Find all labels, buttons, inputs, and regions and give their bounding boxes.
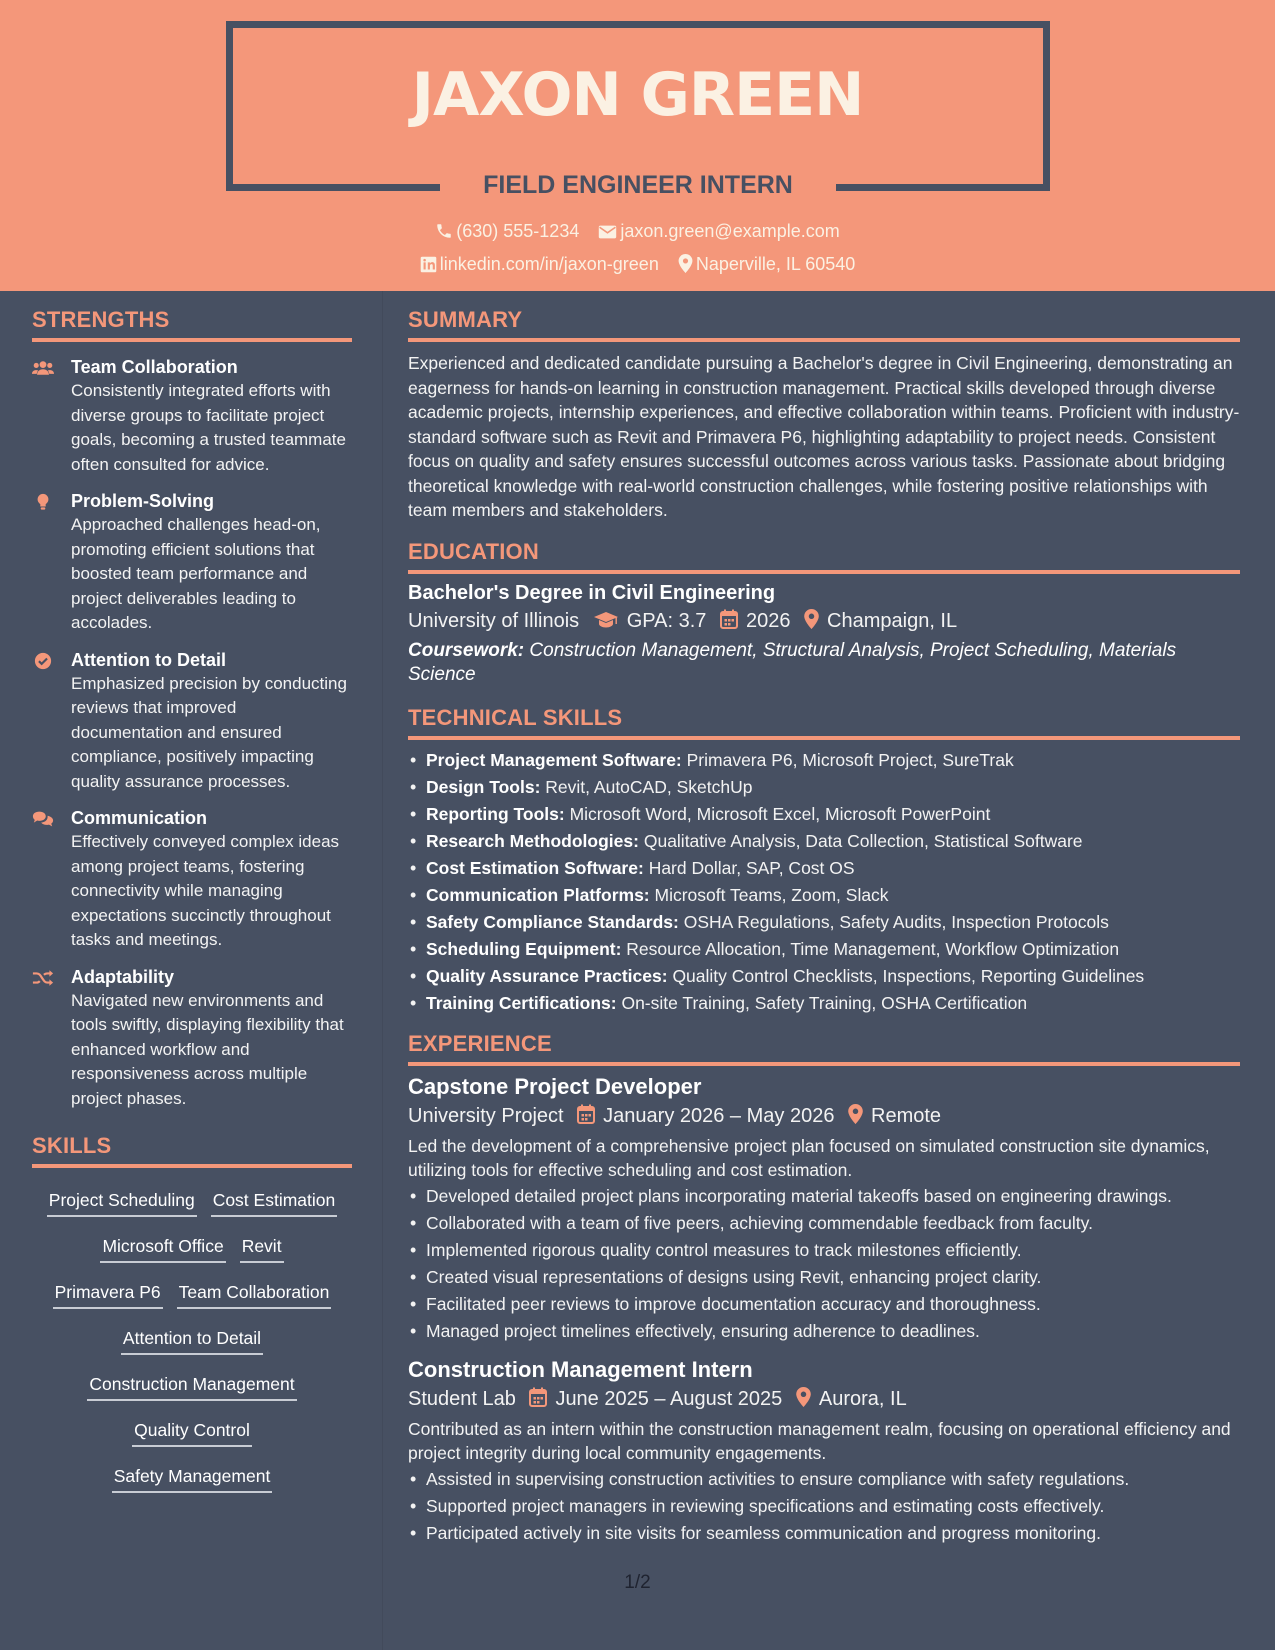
skill-label: Training Certifications: <box>426 992 617 1013</box>
skill-chip: Safety Management <box>112 1461 273 1493</box>
summary-heading: SUMMARY <box>408 307 1240 342</box>
technical-skills-heading: TECHNICAL SKILLS <box>408 705 1240 740</box>
contact-email[interactable] <box>598 221 839 242</box>
strength-desc: Consistently integrated efforts with diverse groups to facilitate project goals, becoming a trusted teammate often consulted for advice. <box>71 381 346 474</box>
skill-value: Qualitative Analysis, Data Collection, Statistical Software <box>643 830 1083 851</box>
strength-title: Adaptability <box>71 966 175 987</box>
strength-title: Communication <box>71 808 208 828</box>
strength-item <box>32 965 352 1112</box>
list-item <box>408 882 1240 909</box>
list-item: • Participated actively in site visits for seamless communication and progress monitoring. <box>408 1520 1240 1547</box>
skill-label: Research Methodologies: <box>426 830 639 851</box>
graduation-cap-icon <box>593 611 619 629</box>
list-item: • Created visual representations of designs using Revit, enhancing project clarity. <box>408 1264 1240 1291</box>
skill-chip: Quality Control <box>132 1415 252 1447</box>
skill-value: Microsoft Word, Microsoft Excel, Microsoft PowerPoint <box>569 803 991 824</box>
comments-icon <box>32 810 54 828</box>
education-meta <box>408 609 1240 633</box>
map-pin-icon <box>848 1104 863 1124</box>
map-pin-icon <box>796 1387 811 1407</box>
list-item <box>408 747 1240 774</box>
column-divider <box>382 291 383 1650</box>
technical-skills-list <box>408 747 1240 1017</box>
skills-row <box>32 1408 352 1454</box>
location-text: Naperville, IL 60540 <box>695 254 856 274</box>
list-item <box>408 909 1240 936</box>
skill-value: Primavera P6, Microsoft Project, SureTrak <box>686 749 1014 770</box>
map-pin-icon <box>678 254 693 273</box>
job-org: Student Lab <box>408 1387 516 1410</box>
skills-heading: SKILLS <box>32 1133 352 1168</box>
skill-label: Scheduling Equipment: <box>426 938 622 959</box>
shuffle-icon <box>32 969 54 987</box>
skill-value: Quality Control Checklists, Inspections, Reporting Guidelines <box>672 965 1145 986</box>
skills-row <box>32 1270 352 1316</box>
skill-chip: Primavera P6 <box>53 1277 163 1309</box>
skill-chip: Project Scheduling <box>47 1185 197 1217</box>
strength-desc: Approached challenges head-on, promoting efficient solutions that boosted team performance and project deliverables leading to accolades. <box>71 515 321 632</box>
list-item: • Assisted in supervising construction activities to ensure compliance with safety regulations. <box>408 1466 1240 1493</box>
strength-desc: Navigated new environments and tools swiftly, displaying flexibility that enhanced workflow and responsiveness across multiple project phases. <box>71 990 344 1108</box>
skill-label: Quality Assurance Practices: <box>426 965 668 986</box>
list-item <box>408 936 1240 963</box>
job-description: Contributed as an intern within the construction management realm, focusing on operational efficiency and project integrity during local community engagements. <box>408 1418 1231 1463</box>
list-item: • Facilitated peer reviews to improve documentation accuracy and thoroughness. <box>408 1291 1240 1318</box>
experience-entry <box>408 1357 1240 1547</box>
job-title: FIELD ENGINEER INTERN <box>440 165 836 209</box>
list-item: • Managed project timelines effectively, ensuring adherence to deadlines. <box>408 1318 1240 1345</box>
skill-label: Reporting Tools: <box>426 803 565 824</box>
skills-row <box>32 1454 352 1500</box>
skill-chip: Cost Estimation <box>211 1185 338 1217</box>
list-item <box>408 801 1240 828</box>
strength-item <box>32 489 352 636</box>
skill-value: On-site Training, Safety Training, OSHA Certification <box>621 992 1028 1013</box>
skill-value: Hard Dollar, SAP, Cost OS <box>648 857 855 878</box>
page-number: 1/2 <box>624 1572 651 1593</box>
phone-icon <box>435 222 453 240</box>
contact-row-1 <box>0 221 1275 242</box>
resume-header <box>0 0 1275 291</box>
list-item <box>408 963 1240 990</box>
job-role: Capstone Project Developer <box>408 1073 702 1099</box>
calendar-icon <box>720 609 738 629</box>
job-location: Aurora, IL <box>818 1387 907 1410</box>
degree-title: Bachelor's Degree in Civil Engineering <box>408 581 776 604</box>
sidebar <box>32 291 352 1500</box>
contact-location <box>678 254 855 275</box>
list-item <box>408 774 1240 801</box>
skill-value: OSHA Regulations, Safety Audits, Inspection Protocols <box>683 911 1109 932</box>
list-item <box>408 990 1240 1017</box>
skill-label: Project Management Software: <box>426 749 682 770</box>
experience-heading: EXPERIENCE <box>408 1031 1240 1066</box>
contact-phone <box>435 221 579 242</box>
strength-title: Team Collaboration <box>71 357 238 377</box>
gpa: GPA: 3.7 <box>626 609 707 632</box>
linkedin-icon <box>420 256 437 273</box>
graduation-year: 2026 <box>745 609 791 632</box>
skills-list <box>32 1178 352 1500</box>
skills-row <box>32 1178 352 1224</box>
skills-row <box>32 1224 352 1270</box>
linkedin-text: linkedin.com/in/jaxon-green <box>439 254 659 274</box>
main-column <box>408 291 1240 1547</box>
contact-row-2 <box>0 254 1275 275</box>
strength-item <box>32 355 352 477</box>
coursework-label: Coursework: <box>408 639 525 661</box>
list-item: • Developed detailed project plans incorporating material takeoffs based on engineering drawings. <box>408 1183 1240 1210</box>
skill-label: Communication Platforms: <box>426 884 650 905</box>
strength-desc: Emphasized precision by conducting reviews that improved documentation and ensured compliance, positively impacting quality assurance processes. <box>71 673 347 791</box>
strength-item <box>32 648 352 795</box>
contact-linkedin[interactable] <box>420 254 659 275</box>
users-icon <box>32 359 54 377</box>
list-item: • Collaborated with a team of five peers, achieving commendable feedback from faculty. <box>408 1210 1240 1237</box>
job-location: Remote <box>871 1104 942 1127</box>
check-circle-icon <box>32 652 54 670</box>
strength-item <box>32 806 352 953</box>
skill-chip: Revit <box>240 1231 284 1263</box>
experience-entry <box>408 1074 1240 1345</box>
school-name: University of Illinois <box>408 609 580 632</box>
job-description: Led the development of a comprehensive project plan focused on simulated construction site dynamics, utilizing tools for effective scheduling and cost estimation. <box>408 1135 1210 1180</box>
school-location: Champaign, IL <box>827 609 958 632</box>
summary-text: Experienced and dedicated candidate pursuing a Bachelor's degree in Civil Engineering, demonstrating an eagerness for hands-on learning in construction management. Practical skills developed through diverse academic projects, internship experiences, and effective collaboration within teams. Proficient with industry-standard software such as Revit and Primavera P6, highlighting adaptability to project needs. Consistent focus on quality and safety ensures successful outcomes across various tasks. Passionate about bridging theoretical knowledge with real-world construction challenges, while fostering positive relationships with team members and stakeholders. <box>408 353 1240 520</box>
calendar-icon <box>577 1104 595 1124</box>
job-bullets <box>408 1183 1240 1345</box>
skill-value: Revit, AutoCAD, SketchUp <box>545 776 753 797</box>
skill-label: Cost Estimation Software: <box>426 857 644 878</box>
skill-chip: Construction Management <box>87 1369 296 1401</box>
strength-title: Attention to Detail <box>71 649 226 670</box>
job-dates: June 2025 – August 2025 <box>555 1387 783 1410</box>
job-org: University Project <box>408 1104 564 1127</box>
strength-title: Problem-Solving <box>71 491 215 511</box>
job-meta <box>408 1387 1240 1411</box>
skill-chip: Attention to Detail <box>121 1323 263 1355</box>
job-dates: January 2026 – May 2026 <box>603 1104 835 1127</box>
phone-text: (630) 555-1234 <box>456 221 580 241</box>
skills-row <box>32 1362 352 1408</box>
skills-row <box>32 1316 352 1362</box>
strength-desc: Effectively conveyed complex ideas among project teams, fostering connectivity while managing expectations succinctly throughout tasks and meetings. <box>71 832 340 949</box>
skill-chip: Microsoft Office <box>100 1231 225 1263</box>
education-heading: EDUCATION <box>408 539 1240 574</box>
lightbulb-icon <box>32 493 54 511</box>
skill-label: Safety Compliance Standards: <box>426 911 679 932</box>
coursework <box>408 639 1240 687</box>
job-role: Construction Management Intern <box>408 1356 753 1382</box>
envelope-icon <box>598 224 617 240</box>
job-bullets <box>408 1466 1240 1547</box>
candidate-name: JAXON GREEN <box>411 60 864 130</box>
list-item <box>408 855 1240 882</box>
list-item <box>408 828 1240 855</box>
list-item: • Implemented rigorous quality control measures to track milestones efficiently. <box>408 1237 1240 1264</box>
job-meta <box>408 1104 1240 1128</box>
list-item: • Supported project managers in reviewing specifications and estimating costs effectively. <box>408 1493 1240 1520</box>
skill-chip: Team Collaboration <box>177 1277 332 1309</box>
email-text: jaxon.green@example.com <box>620 221 840 241</box>
skill-value: Resource Allocation, Time Management, Workflow Optimization <box>626 938 1120 959</box>
skill-value: Microsoft Teams, Zoom, Slack <box>654 884 889 905</box>
strengths-heading: STRENGTHS <box>32 307 352 342</box>
coursework-list: Construction Management, Structural Analysis, Project Scheduling, Materials Science <box>408 639 1177 685</box>
calendar-icon <box>529 1387 547 1407</box>
skill-label: Design Tools: <box>426 776 541 797</box>
map-pin-icon <box>804 609 819 629</box>
